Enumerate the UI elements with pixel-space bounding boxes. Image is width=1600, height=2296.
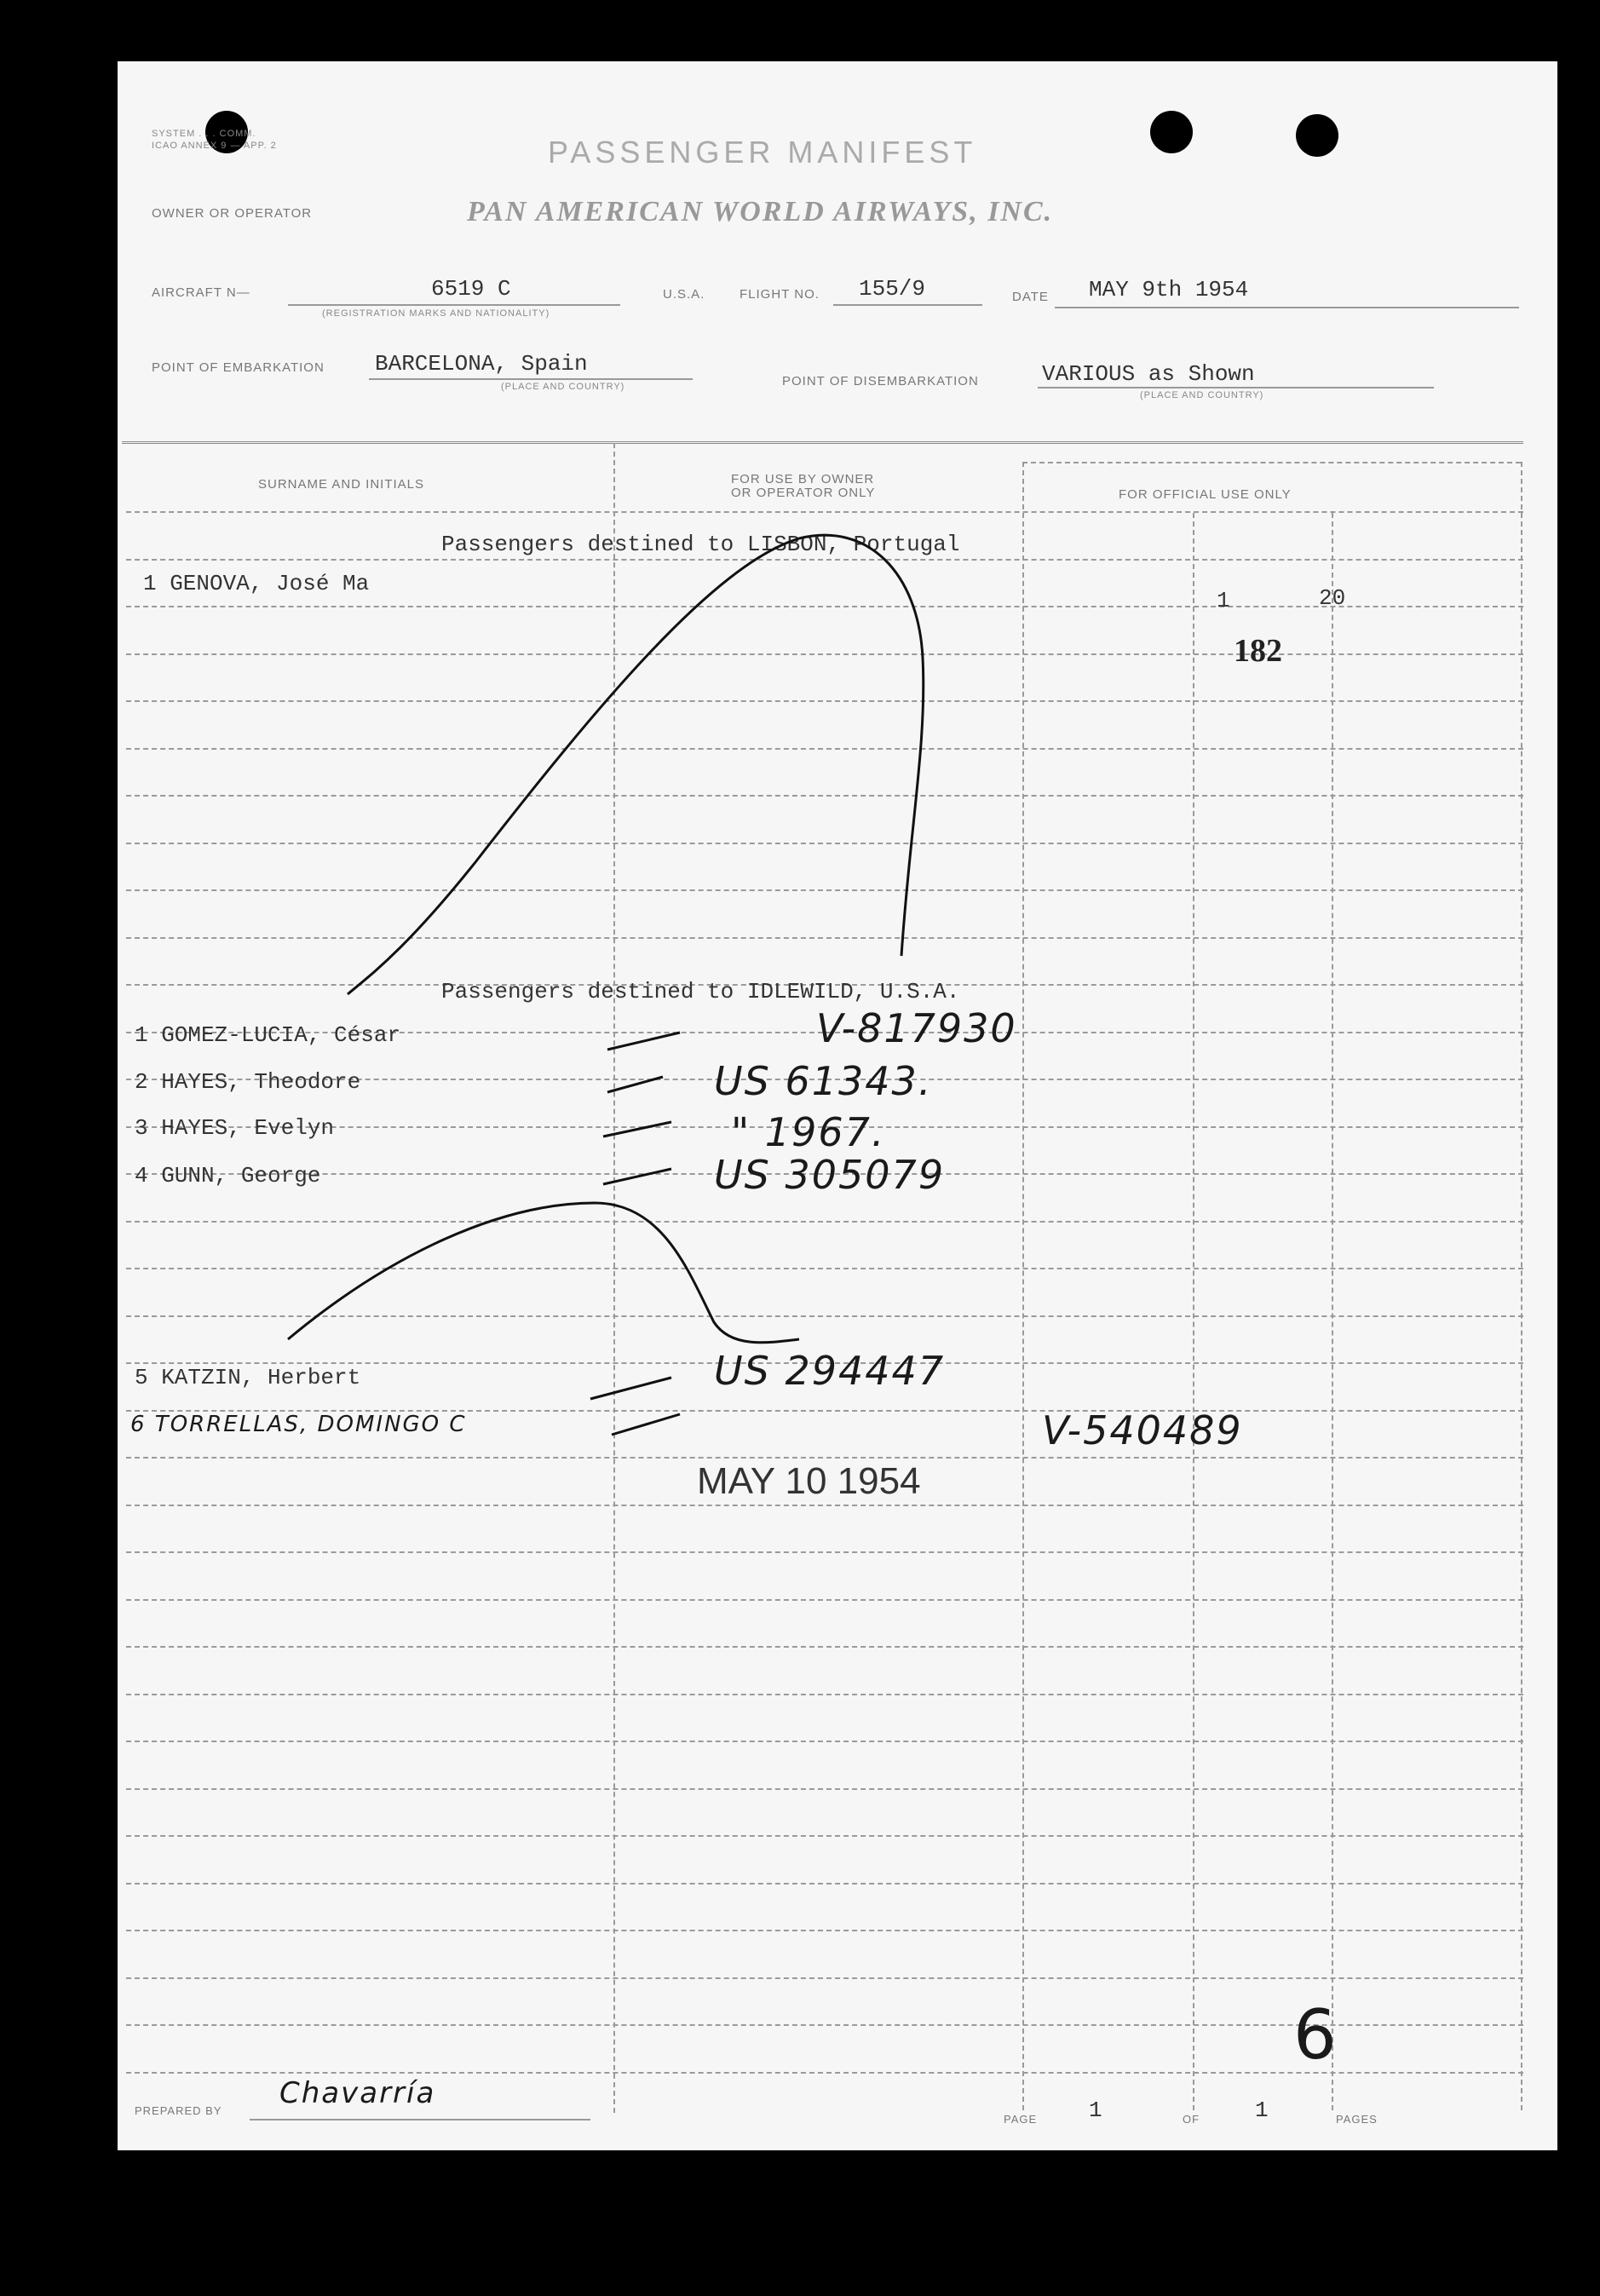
pages-label: PAGES (1336, 2113, 1378, 2126)
embark-label: POINT OF EMBARKATION (152, 360, 325, 375)
date-stamp: MAY 10 1954 (697, 1460, 921, 1502)
official-mark: 182 (1234, 633, 1282, 669)
aircraft-value: 6519 C (431, 276, 511, 302)
page-count: 1 (1255, 2097, 1269, 2123)
page-label: PAGE (1004, 2113, 1038, 2126)
passenger-name: 1 GENOVA, José Ma (143, 571, 370, 596)
embark-caption: (PLACE AND COUNTRY) (501, 382, 625, 392)
document-number: US 305079 (714, 1152, 946, 1198)
passenger-name: 3 HAYES, Evelyn (135, 1115, 335, 1141)
embark-value: BARCELONA, Spain (375, 351, 588, 377)
page-total: 6 (1293, 1995, 1338, 2074)
usa-label: U.S.A. (663, 287, 705, 302)
of-label: OF (1183, 2113, 1200, 2126)
date-value: MAY 9th 1954 (1089, 277, 1249, 302)
document-number: " 1967. (731, 1109, 886, 1155)
owner-label: OWNER OR OPERATOR (152, 206, 313, 221)
official-cell: 20 (1319, 585, 1346, 611)
page-number: 1 (1089, 2097, 1102, 2123)
disembark-value: VARIOUS as Shown (1042, 361, 1255, 387)
passenger-name-handwritten: 6 TORRELLAS, DOMINGO C (130, 1412, 467, 1437)
signature-line (250, 2119, 590, 2120)
manifest-sheet (118, 61, 1557, 2150)
company-name: PAN AMERICAN WORLD AIRWAYS, INC. (467, 196, 1054, 227)
passenger-name: 1 GOMEZ-LUCIA, César (135, 1022, 401, 1048)
surname-header: SURNAME AND INITIALS (258, 477, 425, 492)
registration-caption: (REGISTRATION MARKS AND NATIONALITY) (322, 308, 550, 319)
section-heading-lisbon: Passengers destined to LISBON, Portugal (441, 532, 960, 557)
disembark-caption: (PLACE AND COUNTRY) (1140, 390, 1264, 400)
section-heading-idlewild: Passengers destined to IDLEWILD, U.S.A. (441, 979, 960, 1004)
system-code: SYSTEM . . . COMM. ICAO ANNEX 9 — APP. 2 (152, 129, 277, 151)
document-number: US 61343. (714, 1058, 933, 1104)
preparer-signature: Chavarría (279, 2076, 436, 2110)
page-title: PASSENGER MANIFEST (548, 135, 977, 170)
owner-use-header: FOR USE BY OWNER OR OPERATOR ONLY (731, 472, 876, 500)
flight-label: FLIGHT NO. (740, 287, 820, 302)
disembark-label: POINT OF DISEMBARKATION (782, 374, 979, 388)
document-number: US 294447 (714, 1348, 946, 1394)
document-number: V-540489 (1042, 1407, 1243, 1453)
prepared-label: PREPARED BY (135, 2104, 222, 2117)
pen-strokes (118, 61, 1557, 2150)
official-cell: 1 (1217, 588, 1230, 613)
passenger-name: 5 KATZIN, Herbert (135, 1365, 361, 1390)
date-label: DATE (1012, 290, 1049, 304)
official-use-header: FOR OFFICIAL USE ONLY (1119, 487, 1292, 502)
document-number: V-817930 (816, 1005, 1017, 1051)
passenger-name: 4 GUNN, George (135, 1163, 321, 1188)
passenger-name: 2 HAYES, Theodore (135, 1069, 361, 1095)
flight-value: 155/9 (859, 276, 926, 302)
aircraft-label: AIRCRAFT N— (152, 285, 250, 300)
